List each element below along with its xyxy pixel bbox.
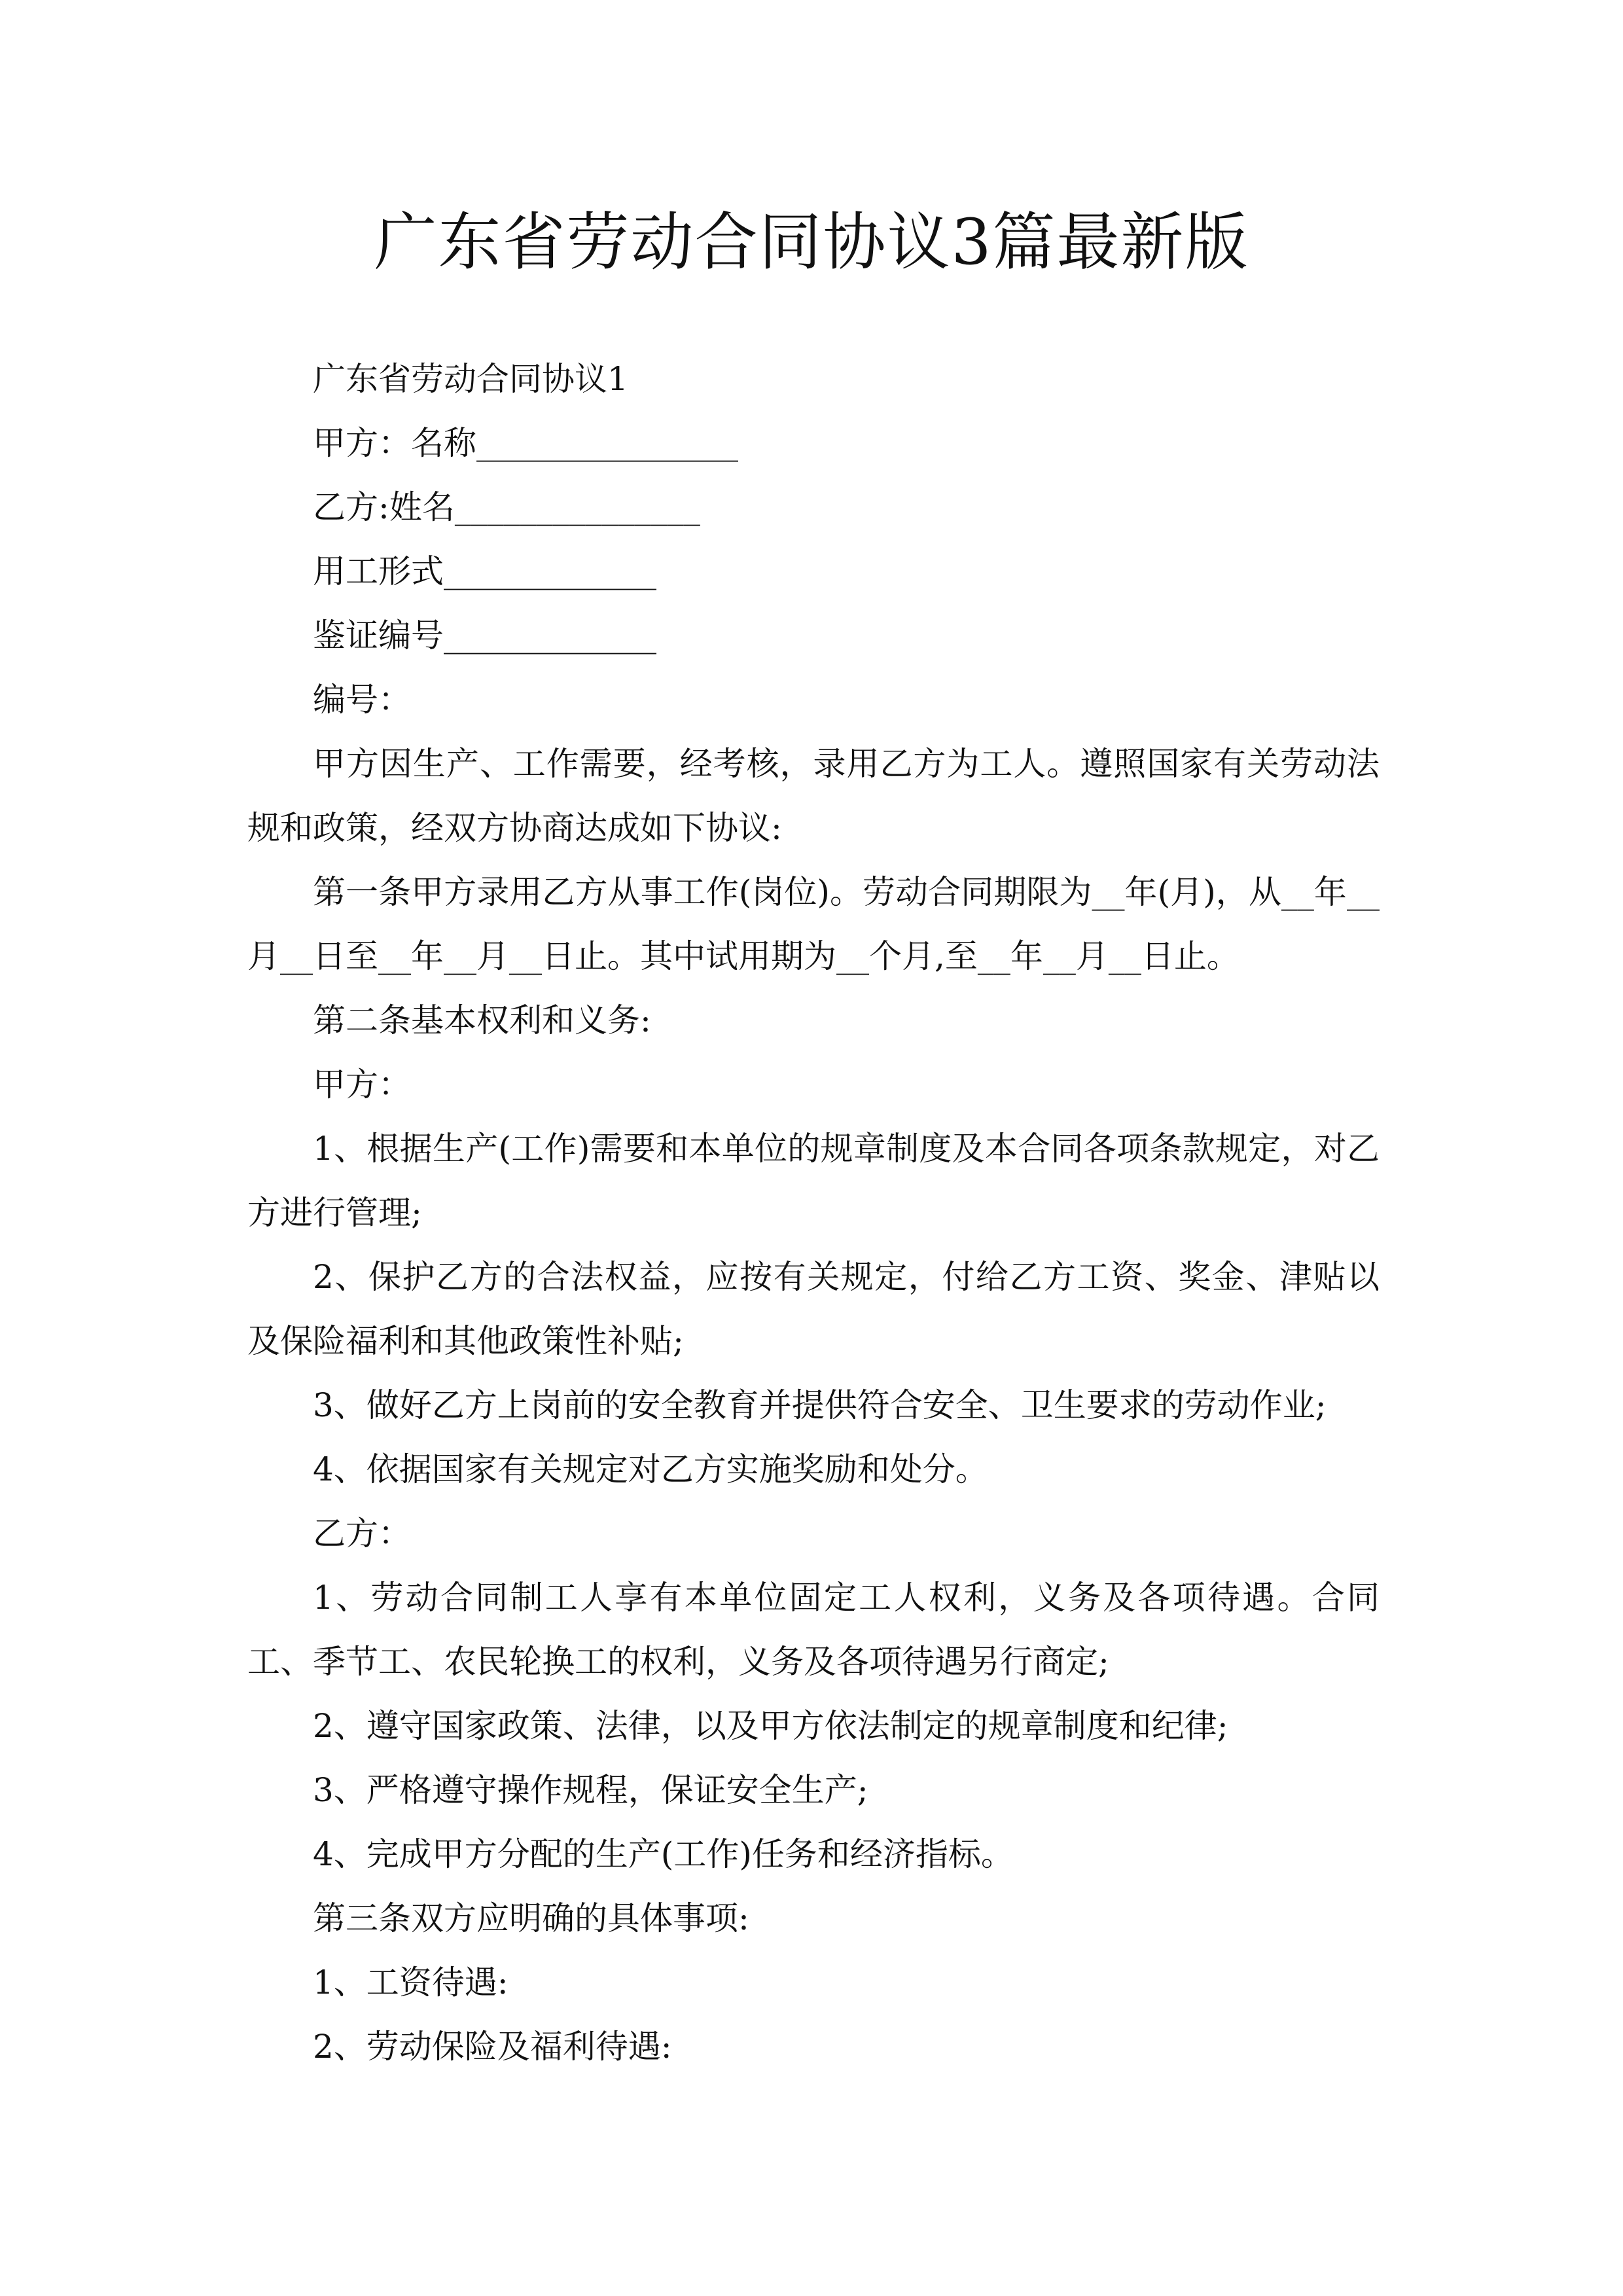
paragraph-party-b-name: 乙方:姓名_______________: [313, 488, 700, 526]
paragraph-party-b-item-4: 4、完成甲方分配的生产(工作)任务和经济指标。: [313, 1835, 1014, 1873]
paragraph-article-3-item-2: 2、劳动保险及福利待遇:: [313, 2028, 672, 2066]
paragraph-party-b-item-1: 1、劳动合同制工人享有本单位固定工人权利，义务及各项待遇。合同工、季节工、农民轮换工的权利，义务及各项待遇另行商定;: [247, 1579, 1380, 1681]
paragraph-party-a-item-4: 4、依据国家有关规定对乙方实施奖励和处分。: [313, 1450, 988, 1488]
document-body: [247, 347, 1380, 2079]
paragraph-intro: 甲方因生产、工作需要，经考核，录用乙方为工人。遵照国家有关劳动法规和政策，经双方协商达成如下协议:: [247, 745, 1380, 847]
paragraph-party-b-item-2: 2、遵守国家政策、法律，以及甲方依法制定的规章制度和纪律;: [313, 1707, 1228, 1745]
paragraph-party-b-item-3: 3、严格遵守操作规程，保证安全生产;: [313, 1771, 868, 1809]
paragraph-article-1: 第一条甲方录用乙方从事工作(岗位)。劳动合同期限为__年(月)，从__年__月__日至__年__月__日止。其中试用期为__个月,至__年__月__日止。: [247, 873, 1380, 975]
paragraph-party-a-item-2: 2、保护乙方的合法权益，应按有关规定，付给乙方工资、奖金、津贴以及保险福利和其他政策性补贴;: [247, 1258, 1380, 1360]
paragraph-article-3-item-1: 1、工资待遇:: [313, 1964, 508, 2001]
paragraph-party-a-name: 甲方：名称________________: [313, 424, 738, 462]
paragraph-party-b-label: 乙方：: [313, 1515, 411, 1552]
paragraph-party-a-item-3: 3、做好乙方上岗前的安全教育并提供符合安全、卫生要求的劳动作业;: [313, 1386, 1327, 1424]
paragraph-article-3: 第三条双方应明确的具体事项:: [313, 1899, 749, 1937]
paragraph-certification-number: 鉴证编号_____________: [313, 617, 656, 655]
paragraph-article-2: 第二条基本权利和义务:: [313, 1001, 651, 1039]
paragraph-employment-form: 用工形式_____________: [313, 552, 656, 590]
paragraph-party-a-item-1: 1、根据生产(工作)需要和本单位的规章制度及本合同各项条款规定，对乙方进行管理;: [247, 1130, 1380, 1232]
document-title: 广东省劳动合同协议3篇最新版: [374, 206, 1249, 279]
paragraph-party-a-label: 甲方：: [313, 1066, 411, 1103]
paragraph-heading: 广东省劳动合同协议1: [313, 360, 628, 398]
paragraph-number: 编号：: [313, 681, 411, 719]
